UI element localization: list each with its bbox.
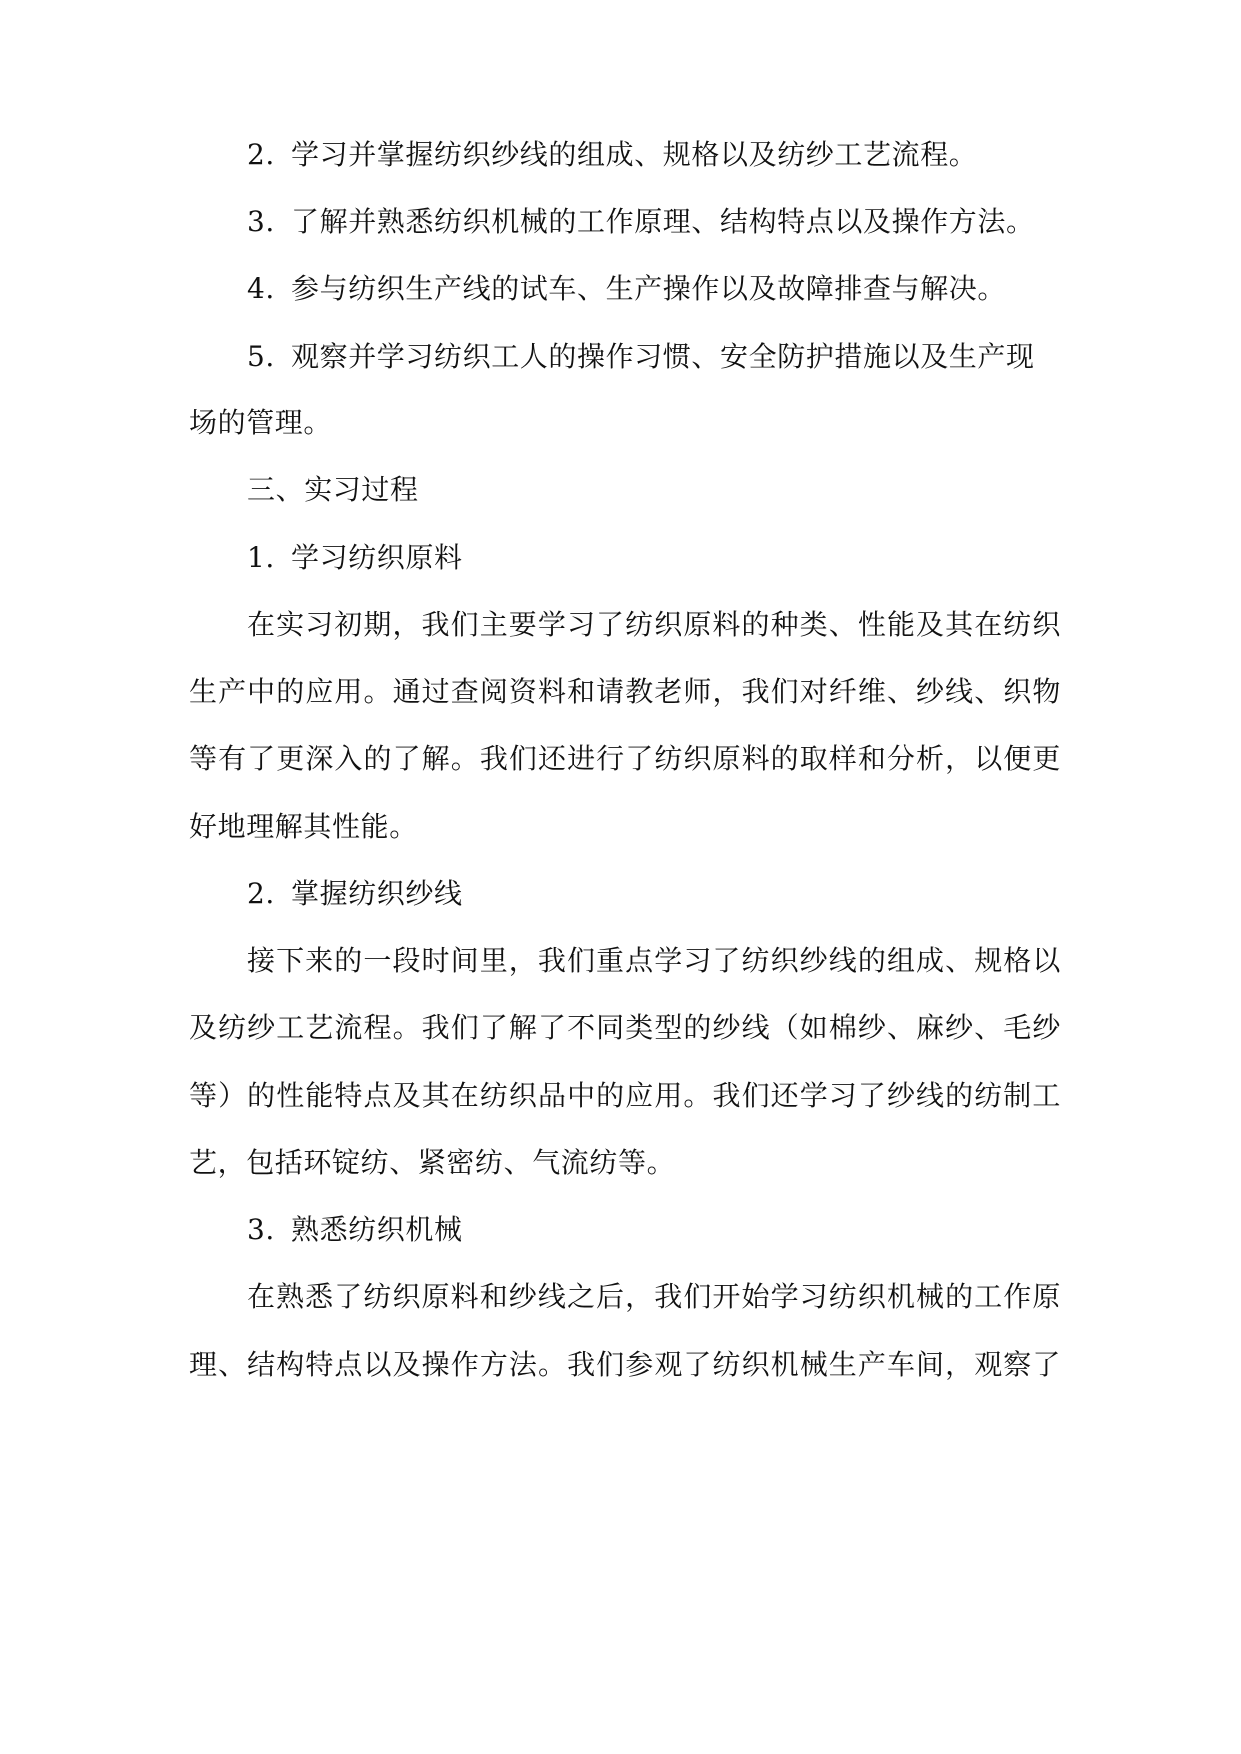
paragraph-line: 生产中的应用。通过查阅资料和请教老师，我们对纤维、纱线、织物: [189, 675, 1061, 708]
subsection-heading: [247, 538, 1061, 578]
subsection-title: 掌握纺织纱线: [291, 877, 463, 910]
objective-item: [247, 337, 1061, 377]
paragraph-line: 好地理解其性能。: [189, 810, 418, 843]
section-title: 三、实习过程: [247, 473, 419, 506]
objective-continuation: 场的管理。: [189, 406, 333, 439]
objective-text: 学习并掌握纺织纱线的组成、规格以及纺纱工艺流程。: [291, 138, 978, 171]
paragraph-line: 接下来的一段时间里，我们重点学习了纺织纱线的组成、规格以: [247, 944, 1061, 977]
subsection-title: 学习纺织原料: [291, 541, 463, 574]
objective-number: 5.: [247, 340, 275, 373]
objective-item: [247, 269, 1061, 309]
objective-number: 4.: [247, 272, 275, 305]
paragraph-line: 及纺纱工艺流程。我们了解了不同类型的纱线（如棉纱、麻纱、毛纱: [189, 1011, 1061, 1044]
paragraph-line: 艺，包括环锭纺、紧密纺、气流纺等。: [189, 1146, 676, 1179]
subsection-number: 3.: [247, 1213, 275, 1246]
paragraph-line: 在实习初期，我们主要学习了纺织原料的种类、性能及其在纺织: [247, 608, 1061, 641]
subsection-number: 1.: [247, 541, 275, 574]
subsection-heading: [247, 874, 1061, 914]
objective-item: [247, 135, 1061, 175]
paragraph-line: 等有了更深入的了解。我们还进行了纺织原料的取样和分析，以便更: [189, 742, 1061, 775]
paragraph-line: 等）的性能特点及其在纺织品中的应用。我们还学习了纱线的纺制工: [189, 1079, 1061, 1112]
subsection-number: 2.: [247, 877, 275, 910]
subsection-title: 熟悉纺织机械: [291, 1213, 463, 1246]
paragraph-line: 理、结构特点以及操作方法。我们参观了纺织机械生产车间，观察了: [189, 1348, 1061, 1381]
objective-text: 观察并学习纺织工人的操作习惯、安全防护措施以及生产现: [291, 340, 1035, 373]
objective-number: 2.: [247, 138, 275, 171]
objective-item: [247, 202, 1061, 242]
subsection-heading: [247, 1210, 1061, 1250]
objective-text: 了解并熟悉纺织机械的工作原理、结构特点以及操作方法。: [291, 205, 1035, 238]
objective-number: 3.: [247, 205, 275, 238]
paragraph-line: 在熟悉了纺织原料和纱线之后，我们开始学习纺织机械的工作原: [247, 1280, 1061, 1313]
objective-text: 参与纺织生产线的试车、生产操作以及故障排查与解决。: [291, 272, 1007, 305]
